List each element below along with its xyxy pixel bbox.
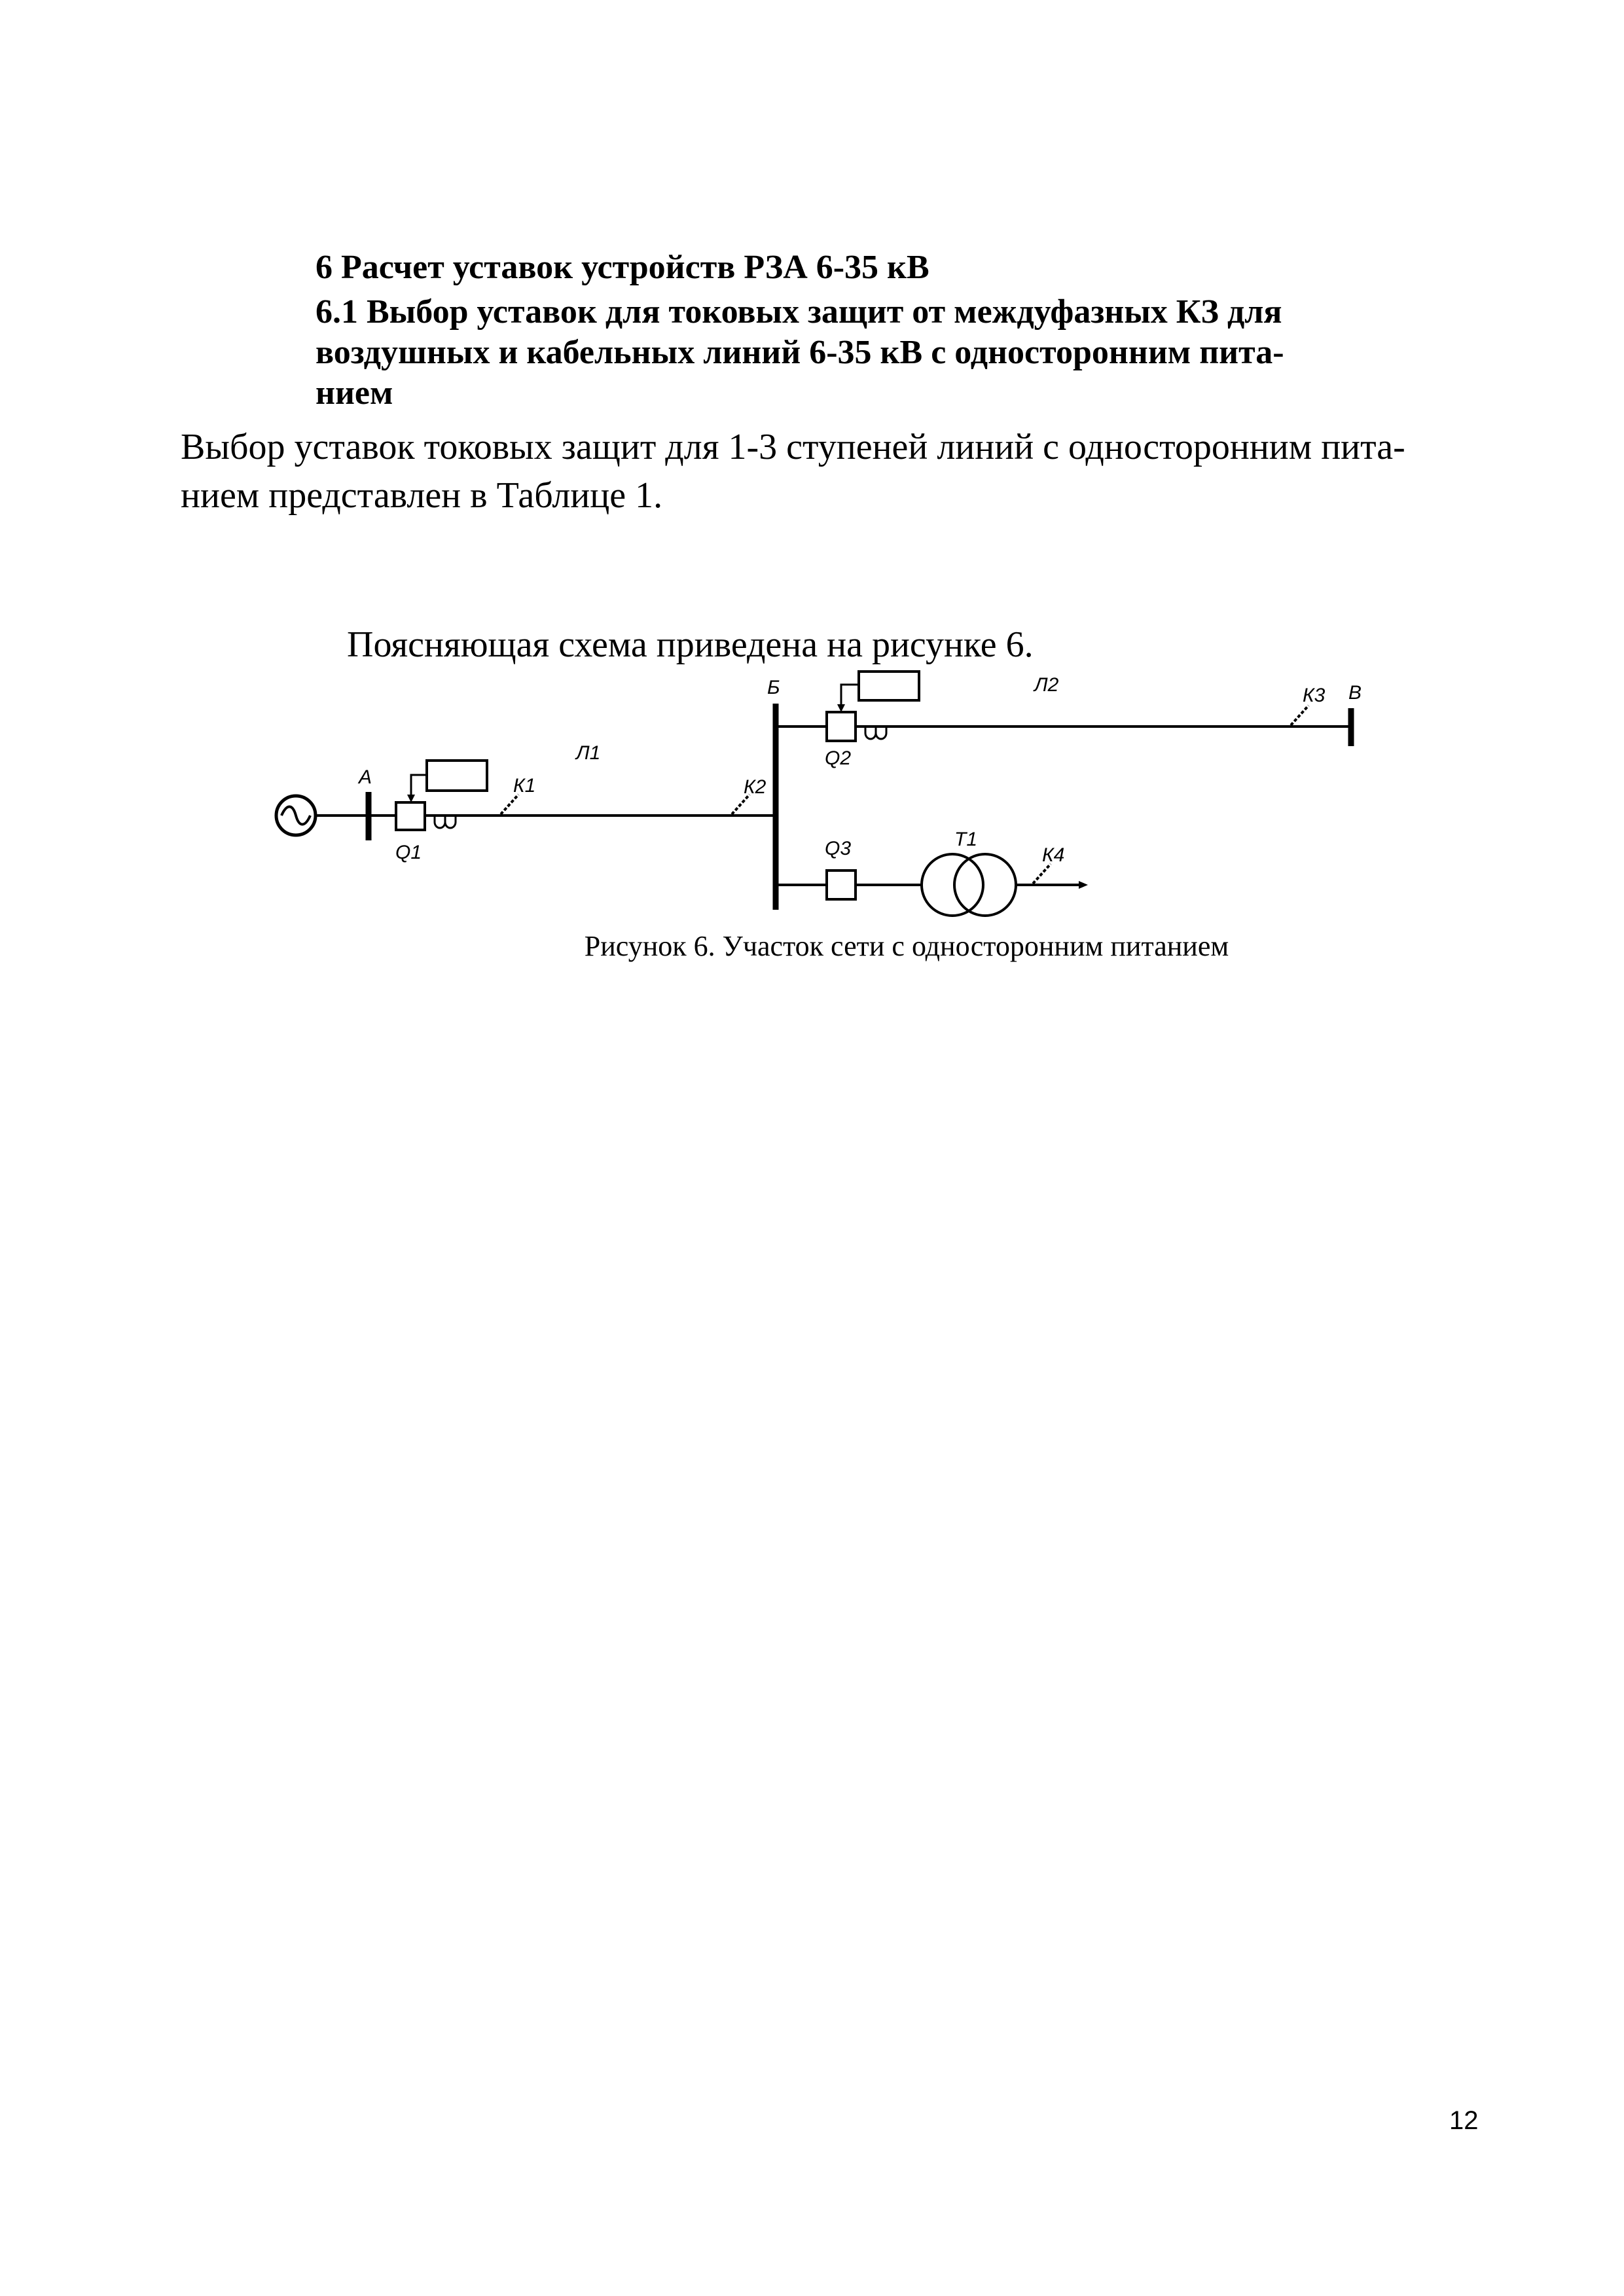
body-paragraph-line-1: Выбор уставок токовых защит для 1-3 ступеней линий с односторонним пита- bbox=[181, 427, 1405, 467]
relay-q2-lead bbox=[841, 685, 859, 707]
label-fault-k3: К3 bbox=[1303, 685, 1326, 706]
label-bus-b: Б bbox=[767, 677, 780, 698]
figure-intro-text: Поясняющая схема приведена на рисунке 6. bbox=[347, 624, 1034, 665]
label-line-l1: Л1 bbox=[576, 742, 601, 764]
fault-k3-marker bbox=[1291, 706, 1308, 725]
label-fault-k2: К2 bbox=[744, 776, 767, 798]
transformer-t1-winding-2 bbox=[954, 854, 1016, 916]
body-paragraph-line-2: нием представлен в Таблице 1. bbox=[181, 475, 663, 516]
subsection-heading-line-1: 6.1 Выбор уставок для токовых защит от междуфазных КЗ для bbox=[316, 293, 1282, 331]
transformer-t1-winding-1 bbox=[922, 854, 983, 916]
label-transformer-t1: T1 bbox=[954, 829, 978, 850]
breaker-q3 bbox=[827, 870, 856, 899]
label-breaker-q2: Q2 bbox=[825, 747, 852, 769]
label-line-l2: Л2 bbox=[1034, 674, 1059, 696]
label-breaker-q3: Q3 bbox=[825, 838, 852, 859]
relay-q1 bbox=[427, 761, 487, 791]
current-transformer-q1 bbox=[435, 816, 456, 828]
subsection-heading-line-3: нием bbox=[316, 374, 393, 412]
subsection-heading-line-2: воздушных и кабельных линий 6-35 кВ с односторонним пита- bbox=[316, 334, 1284, 371]
page-number: 12 bbox=[1449, 2106, 1479, 2135]
relay-q2 bbox=[859, 672, 919, 700]
current-transformer-q2 bbox=[865, 726, 886, 739]
figure-caption: Рисунок 6. Участок сети с односторонним питанием bbox=[584, 930, 1229, 962]
breaker-q1 bbox=[396, 802, 425, 830]
generator-sine bbox=[281, 807, 310, 825]
section-heading: 6 Расчет уставок устройств РЗА 6-35 кВ bbox=[316, 249, 929, 286]
label-breaker-q1: Q1 bbox=[395, 842, 422, 863]
relay-q1-lead bbox=[411, 775, 427, 797]
fault-k1-marker bbox=[501, 795, 518, 814]
label-bus-v: В bbox=[1348, 682, 1362, 704]
t1-output-arrow bbox=[1079, 881, 1088, 889]
breaker-q2 bbox=[827, 712, 856, 741]
fault-k4-marker bbox=[1033, 864, 1051, 884]
label-fault-k4: К4 bbox=[1042, 844, 1065, 866]
label-fault-k1: К1 bbox=[513, 775, 536, 797]
label-bus-a: А bbox=[359, 766, 372, 788]
